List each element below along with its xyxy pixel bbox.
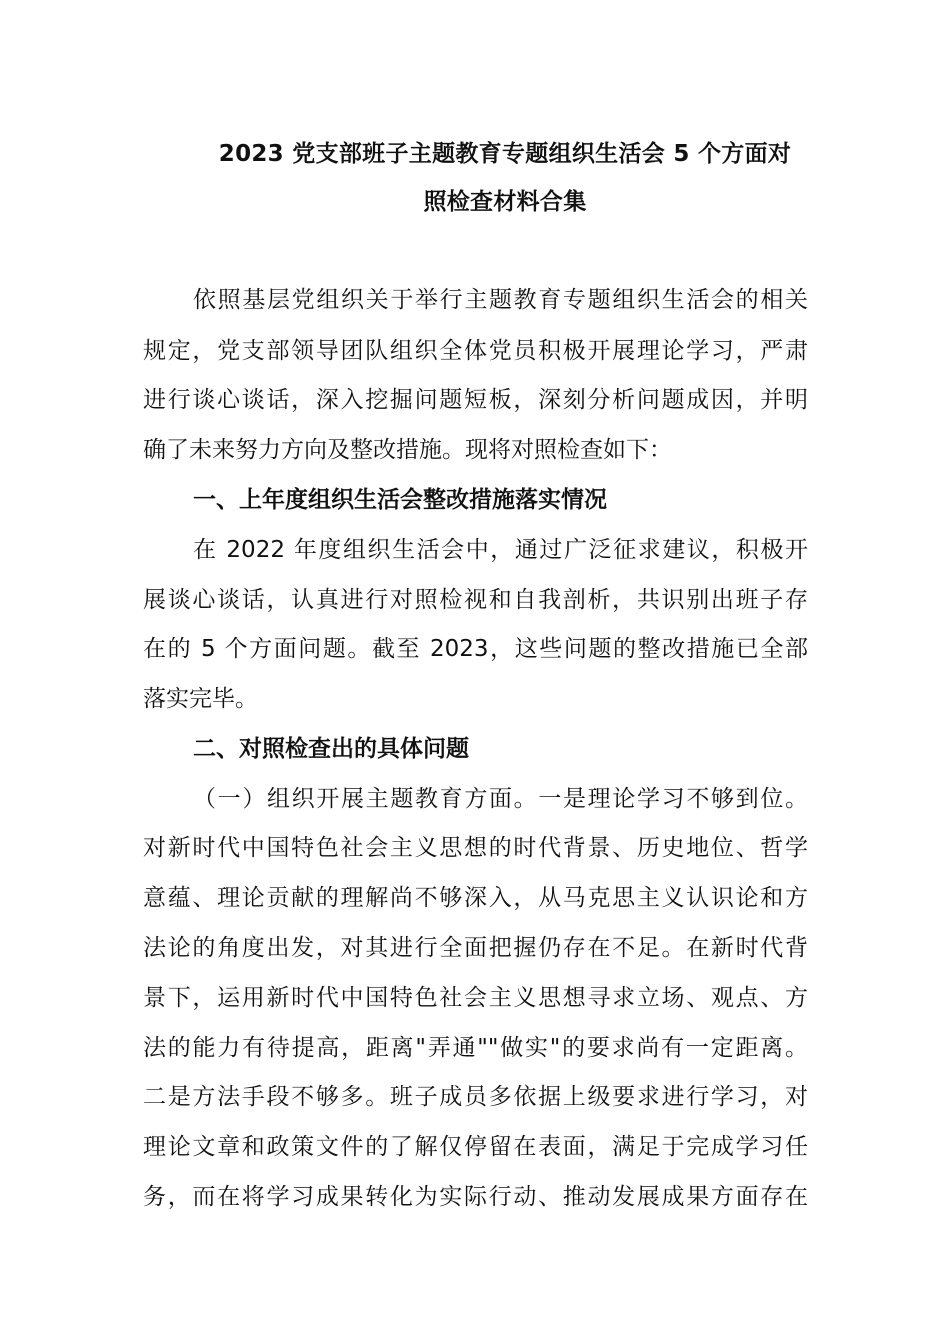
section-2-line: （一）组织开展主题教育方面。一是理论学习不够到位。	[193, 786, 808, 812]
section-2-line: 景下，运用新时代中国特色社会主义思想寻求立场、观点、方	[143, 985, 808, 1011]
section-1-line: 落实完毕。	[143, 686, 258, 712]
section-2-heading: 二、对照检查出的具体问题	[193, 736, 469, 762]
section-2-line: 二是方法手段不够多。班子成员多依据上级要求进行学习，对	[143, 1084, 808, 1110]
section-2-line: 务，而在将学习成果转化为实际行动、推动发展成果方面存在	[143, 1184, 808, 1210]
section-1-line: 展谈心谈话，认真进行对照检视和自我剖析，共识别出班子存	[143, 587, 808, 613]
document-title-line-2: 照检查材料合集	[423, 189, 587, 215]
section-2-line: 理论文章和政策文件的了解仅停留在表面，满足于完成学习任	[143, 1134, 808, 1160]
document-title-line-1: 2023 党支部班子主题教育专题组织生活会 5 个方面对	[218, 141, 792, 167]
section-2-line: 法的能力有待提高，距离"弄通""做实"的要求尚有一定距离。	[143, 1035, 808, 1061]
section-1-line: 在的 5 个方面问题。截至 2023，这些问题的整改措施已全部	[143, 636, 808, 662]
intro-line: 进行谈心谈话，深入挖掘问题短板，深刻分析问题成因，并明	[143, 387, 808, 413]
intro-line: 规定，党支部领导团队组织全体党员积极开展理论学习，严肃	[143, 338, 808, 364]
section-1-line: 在 2022 年度组织生活会中，通过广泛征求建议，积极开	[193, 537, 808, 563]
section-2-line: 意蕴、理论贡献的理解尚不够深入，从马克思主义认识论和方	[143, 885, 808, 911]
section-1-heading: 一、上年度组织生活会整改措施落实情况	[193, 487, 607, 513]
section-2-line: 对新时代中国特色社会主义思想的时代背景、历史地位、哲学	[143, 835, 808, 861]
intro-line: 依照基层党组织关于举行主题教育专题组织生活会的相关	[193, 287, 808, 313]
intro-line: 确了未来努力方向及整改措施。现将对照检查如下：	[143, 437, 672, 463]
section-2-line: 法论的角度出发，对其进行全面把握仍存在不足。在新时代背	[143, 935, 808, 961]
